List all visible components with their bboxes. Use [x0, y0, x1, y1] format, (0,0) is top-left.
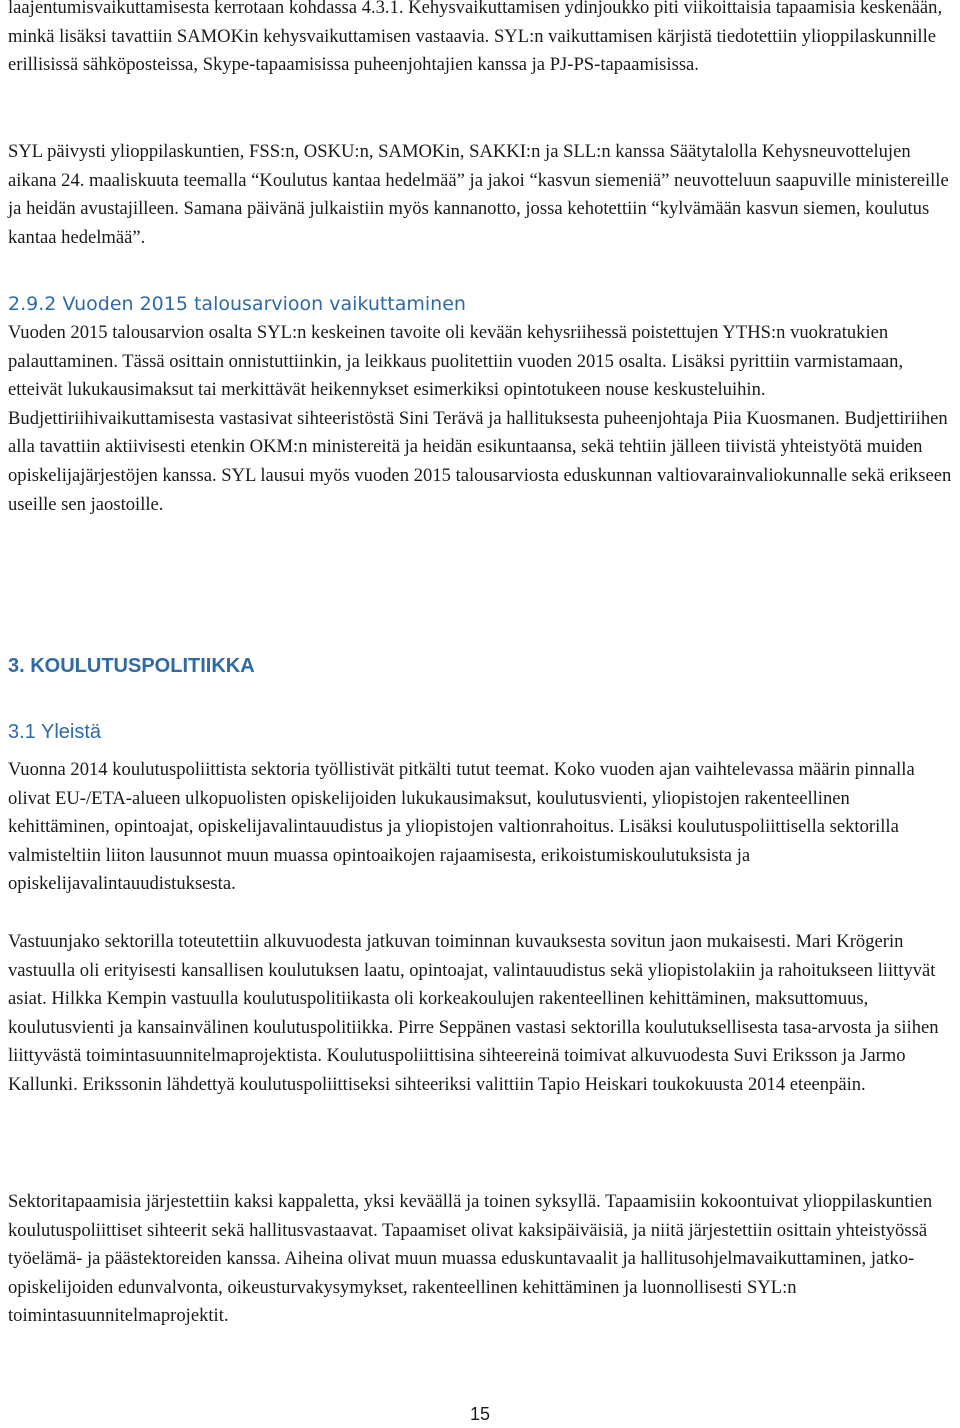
heading-2-9-2: 2.9.2 Vuoden 2015 talousarvioon vaikuttaminen [8, 293, 466, 315]
paragraph-intro-continued: laajentumisvaikuttamisesta kerrotaan kohdassa 4.3.1. Kehysvaikuttamisen ydinjoukko piti viikoittaisia tapaamisia keskenään, minkä lisäksi tavattiin SAMOKin kehysvaikuttamisen vastaavia. SYL:n vaikuttamisen kärjistä tiedotettiin ylioppilaskunnille erillisissä sähköposteissa, Skype-tapaamisissa puheenjohtajien kanssa ja PJ-PS-tapaamisissa. [8, 0, 943, 76]
heading-3-koulutuspolitiikka: 3. KOULUTUSPOLITIIKKA [8, 655, 255, 677]
heading-3-1-yleista: 3.1 Yleistä [8, 721, 102, 743]
page-number: 15 [469, 1404, 491, 1424]
paragraph-yleista-1: Vuonna 2014 koulutuspoliittista sektoria työllistivät pitkälti tutut teemat. Koko vuoden ajan vaihtelevassa määrin pinnalla olivat EU-/ETA-alueen ulkopuolisten opiskelijoiden lukukausimaksut, koulutusvienti, yliopistojen rakenteellinen kehittäminen, opintoajat, opiskelijavalintauudistus ja yliopistojen valtionrahoitus. Lisäksi koulutuspoliittisella sektorilla valmisteltiin liiton lausunnot muun muassa opintoaikojen rajaamisesta, erikoistumiskoulutuksista ja opiskelijavalintauudistuksesta. [8, 759, 915, 895]
paragraph-syl-paivysti: SYL päivysti ylioppilaskuntien, FSS:n, OSKU:n, SAMOKin, SAKKI:n ja SLL:n kanssa Säätytalolla Kehysneuvottelujen aikana 24. maaliskuuta teemalla “Koulutus kantaa hedelmää” ja jakoi “kasvun siemeniä” neuvotteluun saapuville ministereille ja heidän avustajilleen. Samana päivänä julkaistiin myös kannanotto, jossa kehotettiin “kylvämään kasvun siemen, koulutus kantaa hedelmää”. [8, 141, 949, 248]
paragraph-yleista-3: Sektoritapaamisia järjestettiin kaksi kappaletta, yksi keväällä ja toinen syksyllä. Tapaamisiin kokoontuivat ylioppilaskuntien koulutuspoliittiset sihteerit sekä hallitusvastaavat. Tapaamiset olivat kaksipäiväisiä, ja niitä järjestettiin osittain yhteistyössä työelämä- ja päästektoreiden kanssa. Aiheina olivat muun muassa eduskuntavaalit ja hallitusohjelmavaikuttaminen, jatko-opiskelijoiden edunvalvonta, oikeusturvakysymykset, rakenteellinen kehittäminen ja luonnollisesti SYL:n toimintasuunnitelmaprojektit. [8, 1191, 933, 1327]
paragraph-yleista-2: Vastuunjako sektorilla toteutettiin alkuvuodesta jatkuvan toiminnan kuvauksesta sovitun jaon mukaisesti. Mari Krögerin vastuulla oli erityisesti kansallisen koulutuksen laatu, opintoajat, valintauudistus sekä yliopistolakiin ja rahoitukseen liittyvät asiat. Hilkka Kempin vastuulla koulutuspolitiikasta oli korkeakoulujen rakenteellinen kehittäminen, maksuttomuus, koulutusvienti ja kansainvälinen koulutuspolitiikka. Pirre Seppänen vastasi sektorilla koulutuksellisesta tasa-arvosta ja siihen liittyvästä toimintasuunnitelmaprojektista. Koulutuspoliittisina sihteereinä toimivat alkuvuodesta Suvi Eriksson ja Jarmo Kallunki. Erikssonin lähdettyä koulutuspoliittiseksi sihteeriksi valittiin Tapio Heiskari toukokuusta 2014 eteenpäin. [8, 931, 939, 1095]
paragraph-budget-2015: Vuoden 2015 talousarvion osalta SYL:n keskeinen tavoite oli kevään kehysriihessä poistettujen YTHS:n vuokratukien palauttaminen. Tässä osittain onnistuttiinkin, ja leikkaus puolitettiin vuoden 2015 osalta. Lisäksi pyrittiin varmistamaan, etteivät lukukausimaksut tai merkittävät heikennykset esimerkiksi opintotukeen nouse keskusteluihin. Budjettiriihivaikuttamisesta vastasivat sihteeristöstä Sini Terävä ja hallituksesta puheenjohtaja Piia Kuosmanen. Budjettiriihen alla tavattiin aktiivisesti etenkin OKM:n ministereitä ja heidän esikuntaansa, sekä tehtiin jälleen tiivistä yhteistyötä muiden opiskelijajärjestöjen kanssa. SYL lausui myös vuoden 2015 talousarviosta eduskunnan valtiovarainvaliokunnalle sekä erikseen useille sen jaostoille. [8, 322, 952, 515]
